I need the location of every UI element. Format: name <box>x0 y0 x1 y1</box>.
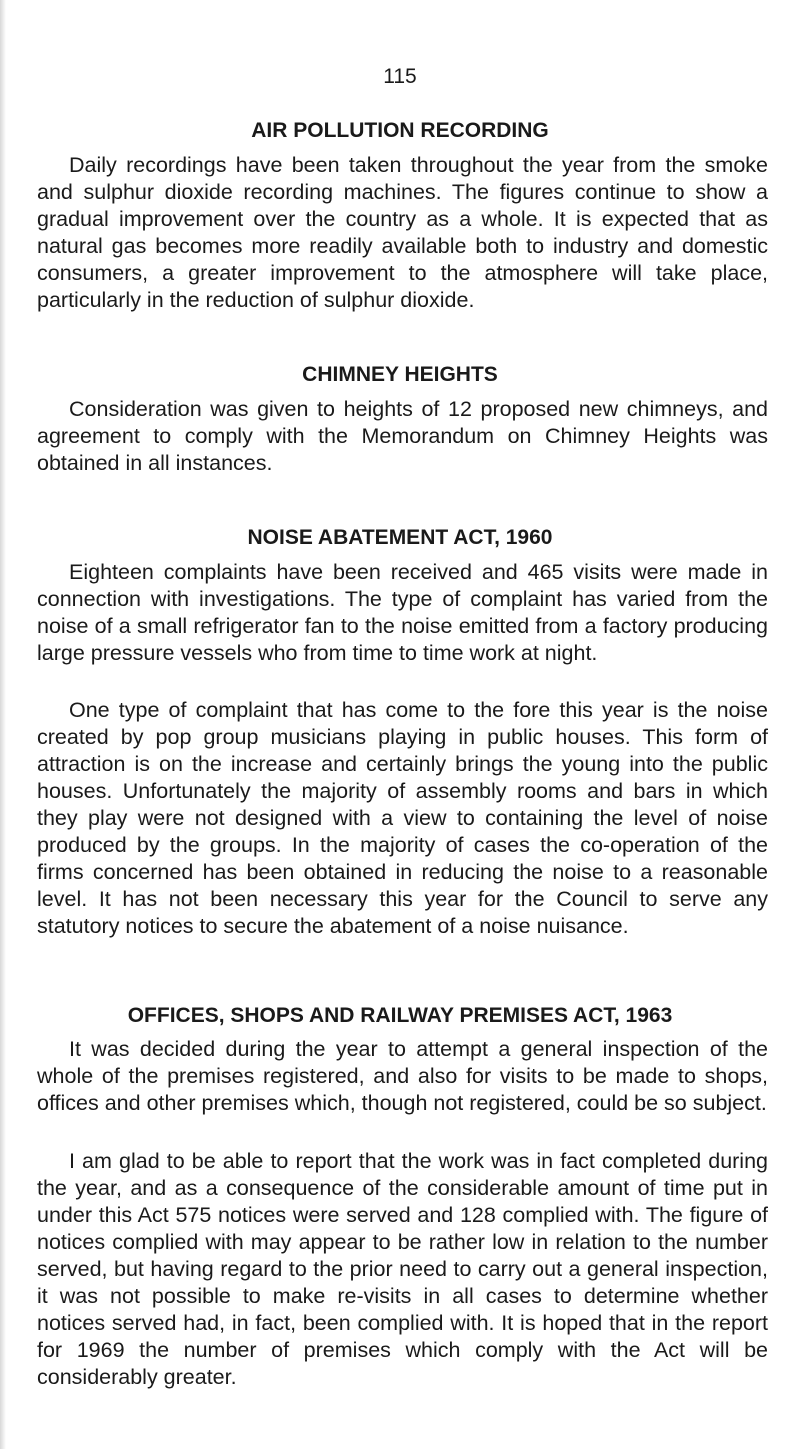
paragraph-noise-abatement-1: Eighteen complaints have been received and 465 visits were made in connection with investigations. The type of complaint has varied from the noise of a small refrigerator fan to the noise emitted from a factory producing large pressure vessels who from time to time work at night. <box>37 560 768 665</box>
paragraph-offices-shops-2: I am glad to be able to report that the work was in fact completed during the year, and as a consequence of the considerable amount of time put in under this Act 575 notices were served and 128 complied with. The figure of notices complied with may appear to be rather low in relation to the number served, but having regard to the prior need to carry out a general inspection, it was not possible to make re-visits in all cases to determine whether notices served had, in fact, been complied with. It is hoped that in the report for 1969 the number of premises which comply with the Act will be considerably greater. <box>37 1149 768 1389</box>
heading-air-pollution: AIR POLLUTION RECORDING <box>251 119 549 142</box>
heading-chimney-heights: CHIMNEY HEIGHTS <box>302 363 498 386</box>
heading-noise-abatement: NOISE ABATEMENT ACT, 1960 <box>247 526 553 549</box>
paragraph-offices-shops-1: It was decided during the year to attempt a general inspection of the whole of the premises registered, and also for visits to be made to shops, offices and other premises which, though not registered, could be so subject. <box>37 1037 768 1115</box>
paragraph-chimney-heights: Consideration was given to heights of 12 proposed new chimneys, and agreement to comply with the Memorandum on Chimney Heights was obtained in all instances. <box>37 397 768 475</box>
paragraph-air-pollution: Daily recordings have been taken throughout the year from the smoke and sulphur dioxide recording machines. The figures continue to show a gradual improvement over the country as a whole. It is expected that as natural gas becomes more readily available both to industry and domestic consumers, a greater improvement to the atmosphere will take place, particularly in the reduction of sulphur dioxide. <box>37 153 768 312</box>
paragraph-noise-abatement-2: One type of complaint that has come to the fore this year is the noise created by pop group musicians playing in public houses. This form of attraction is on the increase and certainly brings the young into the public houses. Unfortunately the majority of assembly rooms and bars in which they play were not designed with a view to containing the level of noise produced by the groups. In the majority of cases the co-operation of the firms concerned has been obtained in reducing the noise to a reasonable level. It has not been necessary this year for the Council to serve any statutory notices to secure the abatement of a noise nuisance. <box>37 698 768 938</box>
heading-offices-shops: OFFICES, SHOPS AND RAILWAY PREMISES ACT, 1963 <box>127 1004 673 1027</box>
scan-edge-shadow <box>0 0 6 1449</box>
page-number: 115 <box>383 65 417 88</box>
